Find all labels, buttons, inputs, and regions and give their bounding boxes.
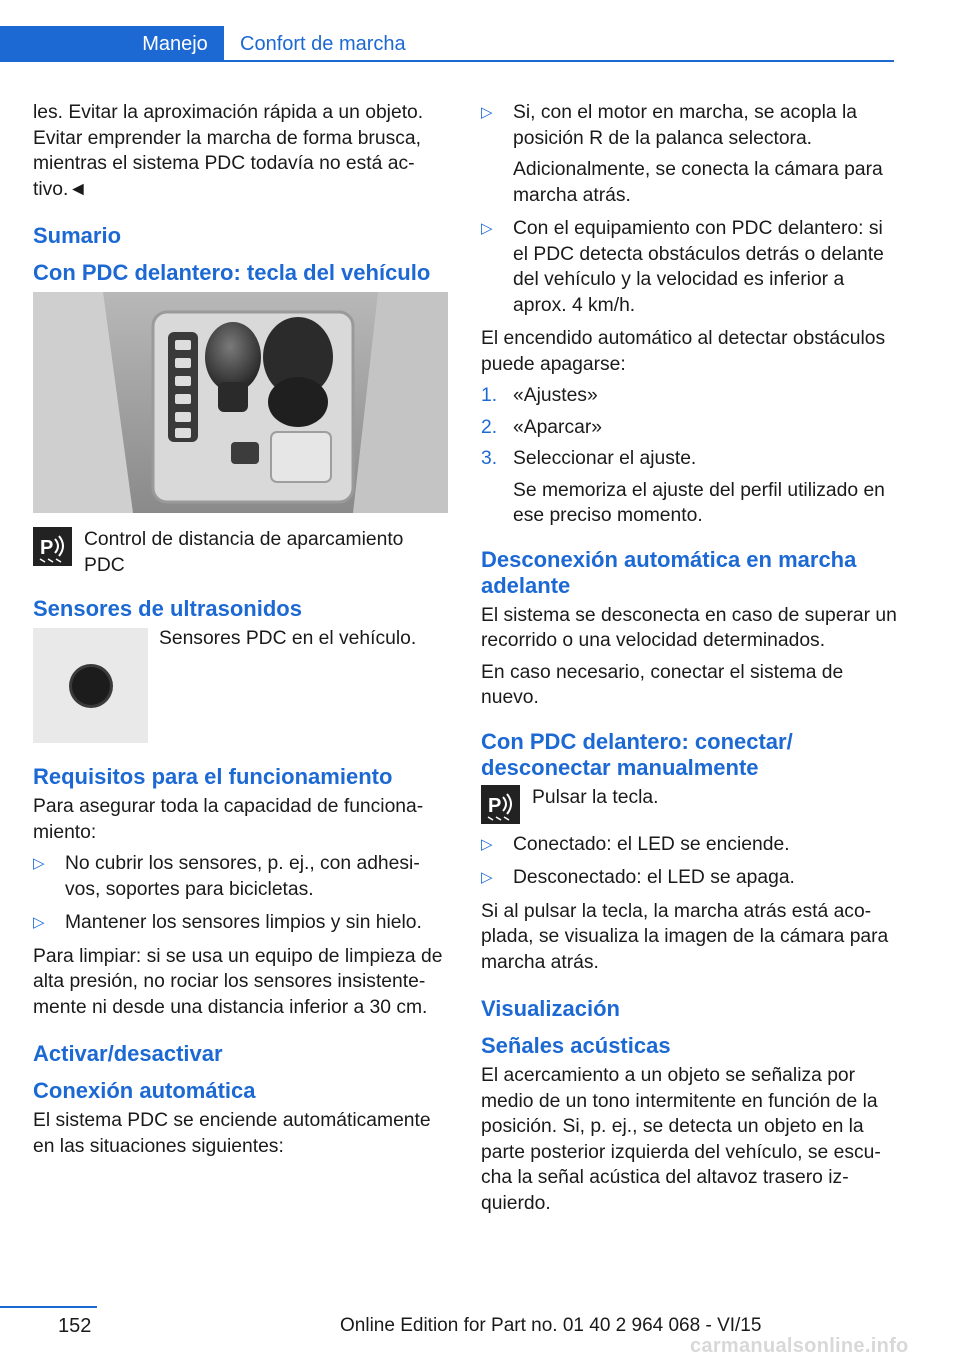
heading-activar: Activar/desactivar [33,1041,223,1066]
left-column [33,100,448,1165]
ajustes-steps [481,383,897,529]
pdc-manual-icon-row [481,785,897,824]
requisitos-paragraph: Para asegurar toda la capacidad de funcionamiento: [33,796,424,843]
step-number: 3. [481,448,498,469]
pdc-button-icon [33,527,72,566]
heading-sensores: Sensores de ultrasonidos [33,596,302,621]
pdc-icon-row [33,527,448,578]
list-item-subtext: Adicionalmente, se conecta la cámara para marcha atrás. [513,159,883,206]
header-section-confort: Confort de marcha [240,33,406,55]
step-text: «Ajustes» [513,385,598,406]
footer-rule [0,1306,97,1308]
step-item [481,415,897,441]
page-number: 152 [58,1315,92,1337]
heading-senales: Señales acústicas [481,1033,671,1058]
intro-paragraph: les. Evitar la aproximación rápida a un objeto. Evitar emprender la marcha de forma brusca, mientras el sistema PDC todavía no está activo.◄ [33,102,424,200]
marcha-atras-paragraph: Si al pulsar la tecla, la marcha atrás está acoplada, se visualiza la imagen de la cámara para marcha atrás. [481,900,889,973]
svg-text:P: P [40,537,54,559]
list-item: ▷ Desconectado: el LED se apaga. [481,865,897,891]
page-header [0,26,894,62]
conexion-conditions-list [481,100,897,318]
led-status-list [481,832,897,891]
step-subtext: Se memoriza el ajuste del perfil utilizado en ese preciso momento. [513,479,885,526]
heading-requisitos: Requisitos para el funcionamiento [33,764,393,789]
senales-paragraph: El acercamiento a un objeto se señaliza por medio de un tono intermitente en función de la posición. Si, p. ej., se detecta un objeto en la parte posterior izquierda del vehículo, se escucha la señal acústica del altavoz trasero izquierdo. [481,1065,881,1214]
encendido-paragraph: El encendido automático al detectar obstáculos puede apagarse: [481,328,886,375]
step-number: 2. [481,416,498,438]
list-item: ▷ Mantener los sensores limpios y sin hielo. [33,910,448,936]
header-section-manejo: Manejo [142,33,208,55]
sensor-block [33,626,448,746]
sensores-description: Sensores PDC en el vehículo. [159,628,417,649]
requisitos-list [33,851,448,936]
step-item [481,383,897,409]
svg-text:P: P [488,794,502,817]
heading-sumario: Sumario [33,223,122,248]
heading-con-pdc-tecla: Con PDC delantero: tecla del vehículo [33,260,431,285]
step-text: «Aparcar» [513,416,602,438]
list-item: ▷ No cubrir los sensores, p. ej., con adhesivos, soportes para bicicletas. [33,851,448,902]
heading-visualizacion: Visualización [481,996,620,1021]
pdc-button-icon [481,785,520,824]
desconexion-paragraph-1: El sistema se desconecta en caso de superar un recorrido o una velocidad determinados. [481,604,897,651]
ultrasonic-sensor-image [33,628,148,743]
watermark: carmanualsonline.info [690,1335,909,1357]
pulsar-text: Pulsar la tecla. [532,786,659,808]
right-column [481,100,897,1222]
list-item: ▷ Conectado: el LED se enciende. [481,832,897,858]
list-item [481,100,897,208]
step-item [481,446,897,529]
limpiar-paragraph: Para limpiar: si se usa un equipo de limpieza de alta presión, no rociar los sensores insistentemente ni desde una distancia inferior a 30 cm. [33,945,443,1018]
edition-note: Online Edition for Part no. 01 40 2 964 068 - VI/15 [340,1315,762,1336]
step-number: 1. [481,385,498,406]
desconexion-paragraph-2: En caso necesario, conectar el sistema de nuevo. [481,661,844,708]
heading-desconexion: Desconexión automática en marcha adelante [481,546,857,598]
list-item-text: ▷ Si, con el motor en marcha, se acopla la posición R de la palanca selectora. [513,102,858,149]
center-console-photo [33,292,448,513]
list-item: ▷ Con el equipamiento con PDC delantero: si el PDC detecta obstáculos detrás o delante del vehículo y la velocidad es inferior a aprox. 4 km/h. [481,216,897,318]
conexion-paragraph: El sistema PDC se enciende automáticamente en las situaciones siguientes: [33,1110,431,1157]
pdc-icon-caption: Control de distancia de aparcamiento PDC [84,529,404,576]
heading-manual: Con PDC delantero: conectar/ desconectar manualmente [481,728,793,780]
step-text: Seleccionar el ajuste. [513,448,697,469]
heading-conexion: Conexión automática [33,1078,256,1103]
